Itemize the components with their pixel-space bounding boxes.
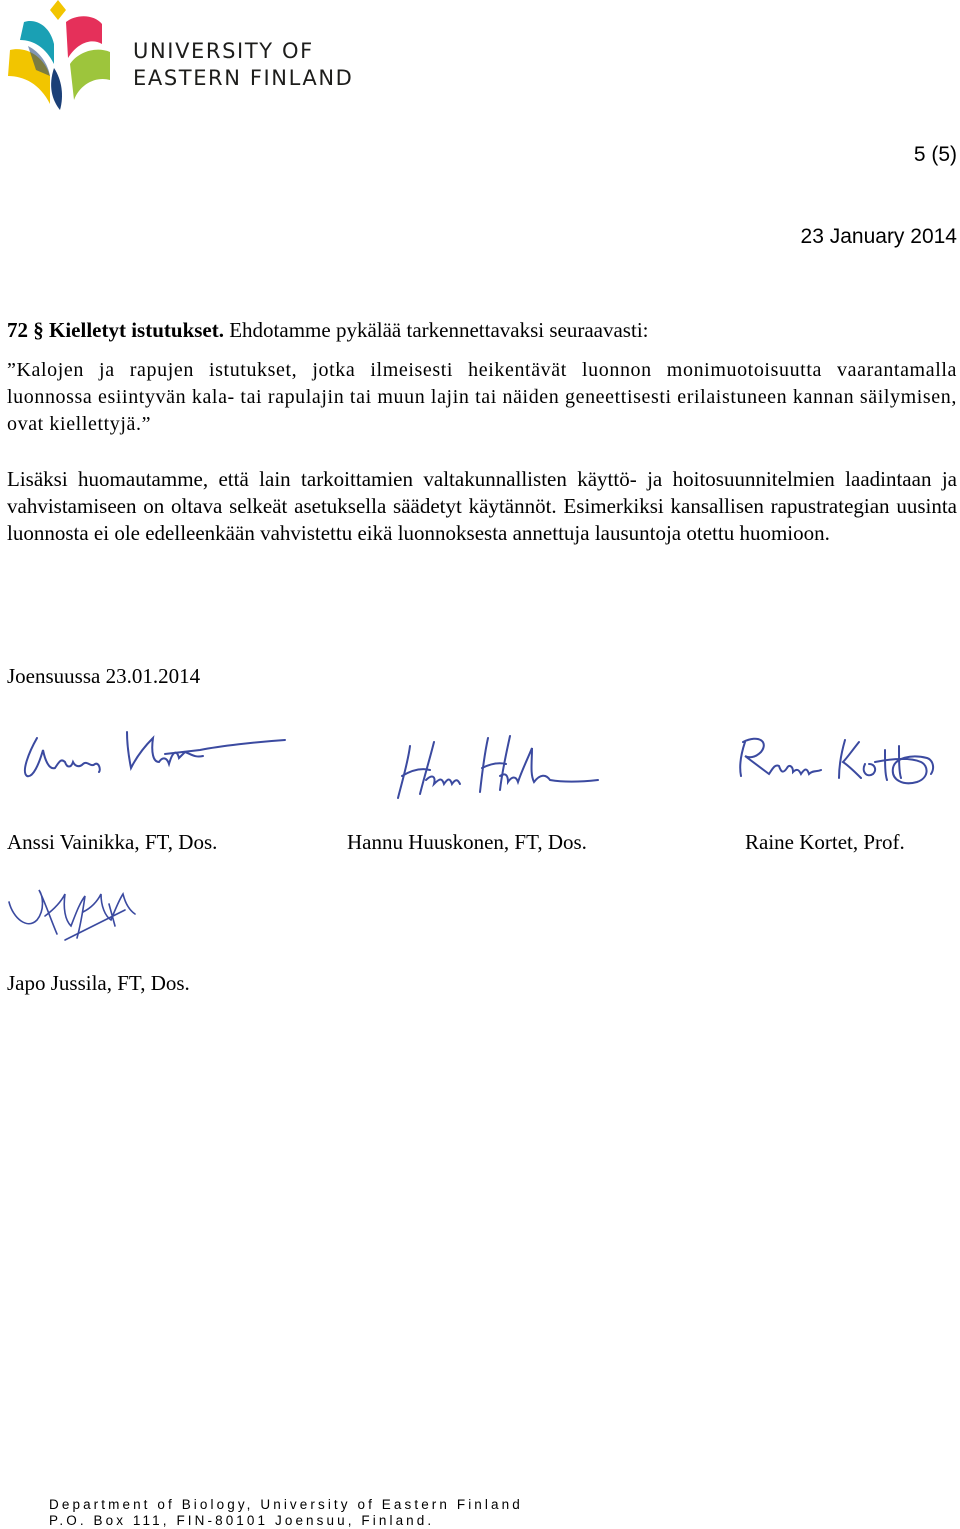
- section-heading-paragraph: [7, 317, 957, 344]
- section-heading: 72 § Kielletyt istutukset.: [7, 318, 224, 342]
- signature-hannu-huuskonen: [390, 728, 605, 808]
- footer-department: Department of Biology, University of Eastern Finland: [49, 1497, 523, 1512]
- signatory-name: Japo Jussila, FT, Dos.: [7, 971, 190, 995]
- university-name: [133, 38, 353, 92]
- section-intro: Ehdotamme pykälää tarkennettavaksi seuraavasti:: [223, 318, 649, 342]
- quoted-proposal: ”Kalojen ja rapujen istutukset, jotka ilmeisesti heikentävät luonnon monimuotoisuutta vaarantamalla luonnossa esiintyvän kala- tai rapulajin tai muun lajin tai näiden geneettisesti erilaistuneen kannan säilymisen, ovat kiellettyjä.”: [7, 359, 957, 435]
- footer-postal-address: P.O. Box 111, FIN-80101 Joensuu, Finland.: [49, 1513, 435, 1528]
- signature-raine-kortet: [735, 728, 940, 790]
- logo-line-2: EASTERN FINLAND: [133, 66, 354, 90]
- signatory-name: Hannu Huuskonen, FT, Dos.: [347, 830, 587, 854]
- university-logo: [6, 0, 116, 112]
- document-date: 23 January 2014: [800, 225, 957, 248]
- signature-anssi-vainikka: [15, 728, 290, 788]
- footer-address: [49, 1497, 523, 1529]
- page-number: 5 (5): [913, 143, 957, 166]
- logo-line-1: UNIVERSITY OF: [133, 39, 314, 63]
- signatory-name: Raine Kortet, Prof.: [745, 830, 905, 854]
- signatory-name: Anssi Vainikka, FT, Dos.: [7, 830, 218, 854]
- signature-japo-jussila: [5, 880, 140, 945]
- place-and-date: Joensuussa 23.01.2014: [7, 664, 201, 688]
- body-paragraph: Lisäksi huomautamme, että lain tarkoittamien valtakunnallisten käyttö- ja hoitosuunnitelmien laadintaan ja vahvistamiseen on oltava selkeät asetuksella säädetyt käytännöt. Esimerkiksi kansallisen rapustrategian uusinta luonnosta ei ole edelleenkään vahvistettu eikä luonnoksesta annettuja lausuntoja otettu huomioon.: [7, 467, 957, 545]
